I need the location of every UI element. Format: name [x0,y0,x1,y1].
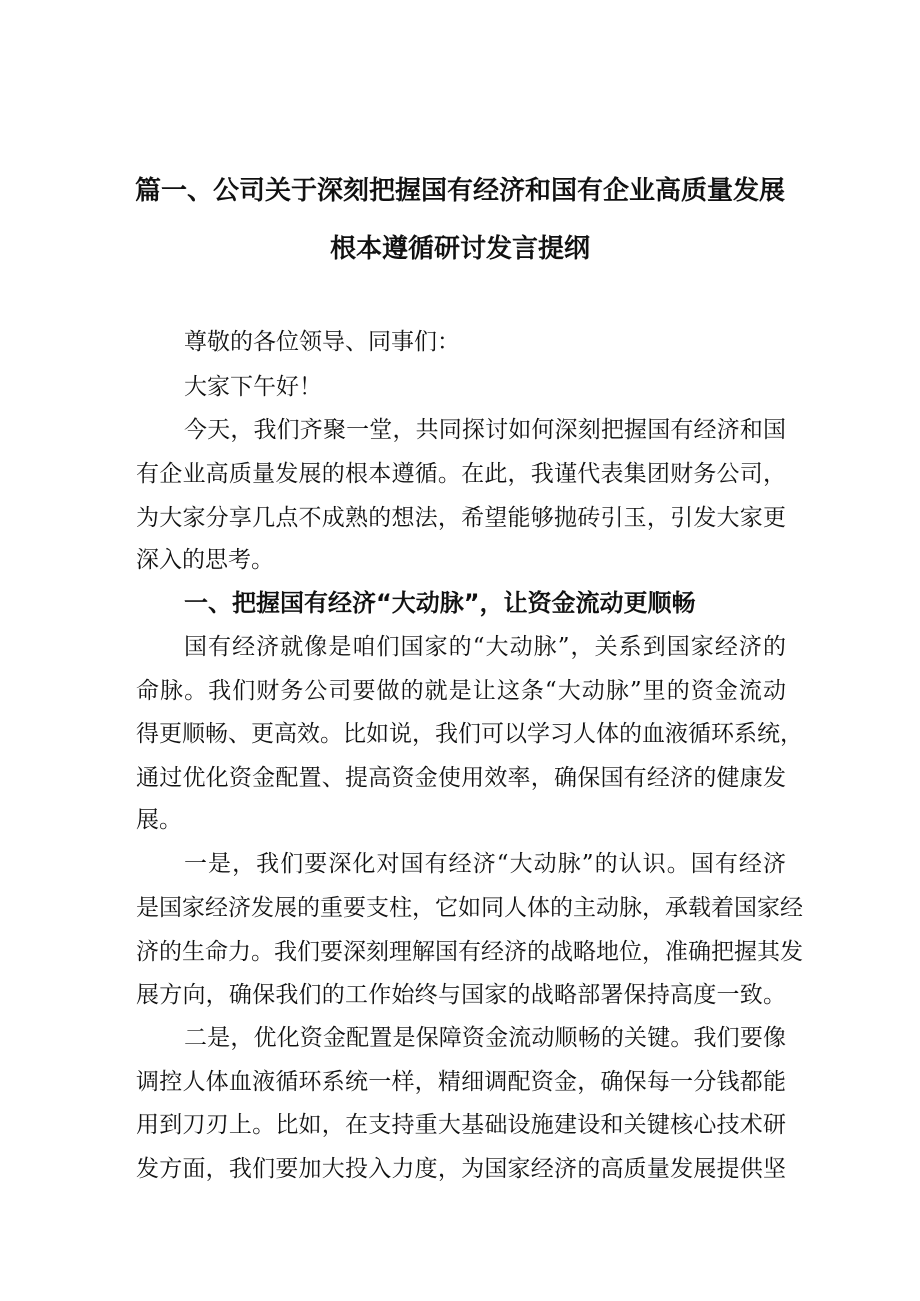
section-heading: 一、把握国有经济“大动脉”，让资金流动更顺畅 [184,589,696,617]
intro-line: 为大家分享几点不成熟的想法，希望能够抛砖引玉，引发大家更 [136,505,786,531]
salutation: 尊敬的各位领导、同事们： [184,329,460,355]
section1-line: 国有经济就像是咱们国家的“大动脉”，关系到国家经济的 [184,634,786,660]
intro-line: 有企业高质量发展的根本遵循。在此，我谨代表集团财务公司， [136,461,786,487]
point2-line: 二是，优化资金配置是保障资金流动顺畅的关键。我们要像 [184,1025,786,1051]
point1-line: 展方向，确保我们的工作始终与国家的战略部署保持高度一致。 [136,982,786,1008]
intro-line: 深入的思考。 [136,547,274,573]
section1-line: 通过优化资金配置、提高资金使用效率，确保国有经济的健康发 [136,765,786,791]
point2-line: 调控人体血液循环系统一样，精细调配资金，确保每一分钱都能 [136,1069,786,1095]
intro-line: 今天，我们齐聚一堂，共同探讨如何深刻把握国有经济和国 [184,417,786,443]
section1-line: 展。 [136,807,182,833]
document-title-line-2: 根本遵循研讨发言提纲 [329,234,590,264]
greeting: 大家下午好！ [184,374,322,400]
section1-line: 得更顺畅、更高效。比如说，我们可以学习人体的血液循环系统， [136,721,803,747]
section1-line: 命脉。我们财务公司要做的就是让这条“大动脉”里的资金流动 [136,678,786,704]
point2-line: 用到刀刃上。比如，在支持重大基础设施建设和关键核心技术研 [136,1112,786,1138]
point1-line: 济的生命力。我们要深刻理解国有经济的战略地位，准确把握其发 [136,939,803,965]
point1-line: 一是，我们要深化对国有经济“大动脉”的认识。国有经济 [184,851,786,877]
document-title-line-1: 篇一、公司关于深刻把握国有经济和国有企业高质量发展 [134,176,785,206]
point1-line: 是国家经济发展的重要支柱，它如同人体的主动脉，承载着国家经 [136,895,803,921]
point2-line: 发方面，我们要加大投入力度，为国家经济的高质量发展提供坚 [136,1156,786,1182]
